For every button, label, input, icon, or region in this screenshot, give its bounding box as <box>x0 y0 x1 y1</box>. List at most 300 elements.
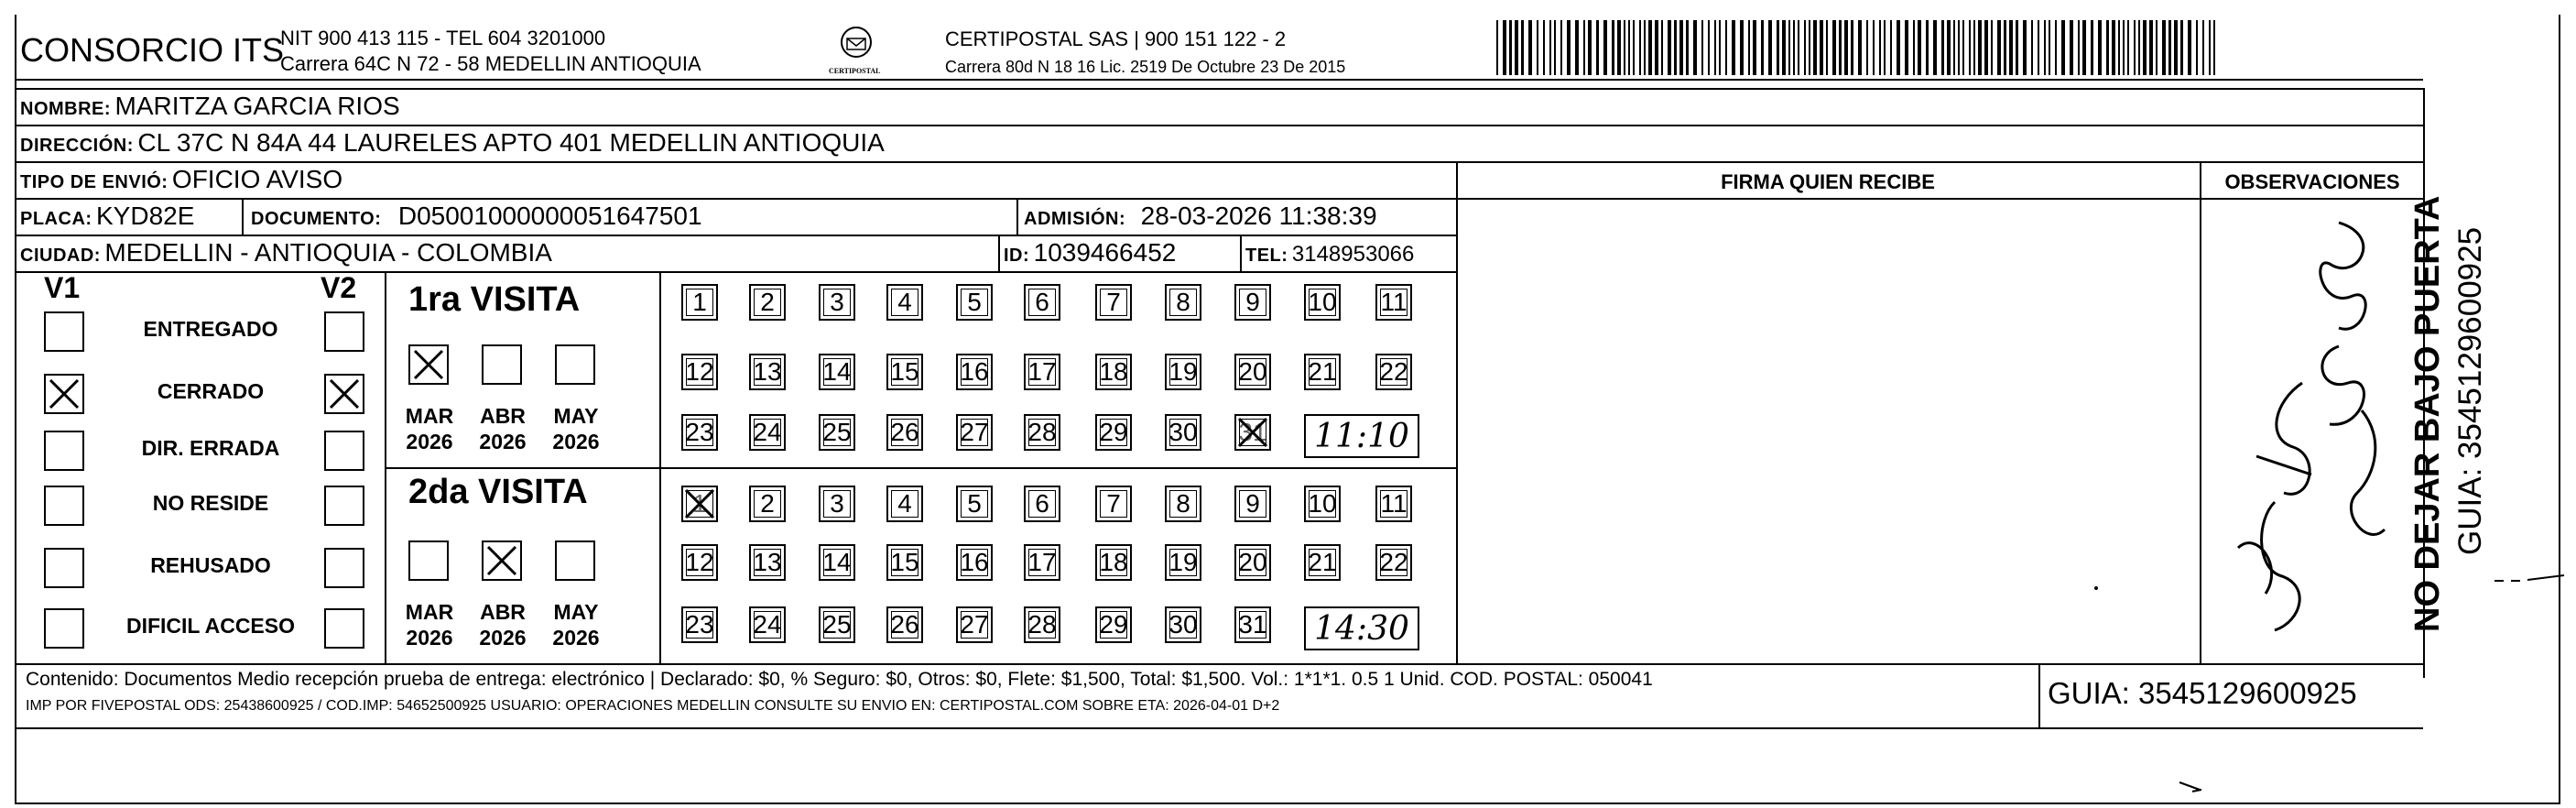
admision-row <box>1024 202 1377 231</box>
visit-time-box <box>1304 606 1419 650</box>
day-box[interactable] <box>886 544 923 581</box>
month-label: ABR 2026 <box>479 600 527 650</box>
barcode-bar <box>2078 20 2080 75</box>
day-number: 4 <box>897 489 912 518</box>
barcode-bar <box>1661 20 1663 75</box>
barcode-bar <box>1978 20 1982 75</box>
barcode-bar <box>1617 20 1621 75</box>
logo-caption: CERTIPOSTAL <box>829 67 881 75</box>
day-number: 7 <box>1106 288 1121 316</box>
barcode-bar <box>1851 20 1853 75</box>
barcode-bar <box>1798 20 1799 75</box>
day-box[interactable] <box>1095 414 1132 451</box>
barcode-bar <box>1668 20 1671 75</box>
month-checkbox[interactable] <box>482 344 522 385</box>
company-name: CONSORCIO ITS <box>20 31 285 69</box>
barcode-bar <box>2143 20 2147 75</box>
v1-checkbox[interactable] <box>44 486 84 526</box>
ciudad-label: CIUDAD: <box>20 246 101 266</box>
barcode-bar <box>1603 20 1607 75</box>
barcode-bar <box>2196 20 2198 75</box>
day-number: 7 <box>1106 489 1121 518</box>
x-check-mark-icon <box>328 377 361 410</box>
barcode-bar <box>1748 20 1750 75</box>
barcode-bar <box>1941 20 1944 75</box>
day-number: 13 <box>753 357 782 386</box>
barcode-bar <box>2098 20 2102 75</box>
v1-header: V1 <box>44 271 81 304</box>
tel-label: TEL: <box>1245 246 1288 266</box>
day-box[interactable] <box>1234 606 1271 643</box>
day-box[interactable] <box>1024 544 1060 581</box>
barcode-bar <box>1693 20 1697 75</box>
barcode-bar <box>2162 20 2166 75</box>
visit-time-box <box>1304 414 1419 458</box>
day-number: 25 <box>822 418 852 446</box>
x-check-mark-icon <box>485 544 518 577</box>
day-number: 28 <box>1027 610 1057 639</box>
month-label: ABR 2026 <box>479 404 527 453</box>
day-number: 31 <box>1238 610 1267 639</box>
barcode-bar <box>1633 20 1635 75</box>
day-number: 14 <box>822 548 852 576</box>
barcode-bar <box>1897 20 1900 75</box>
barcode-bar <box>2134 20 2136 75</box>
barcode-bar <box>2106 20 2109 75</box>
day-number: 6 <box>1035 288 1049 316</box>
day-number: 29 <box>1099 418 1128 446</box>
barcode-bar <box>1701 20 1703 75</box>
barcode-bar <box>2023 20 2027 75</box>
barcode-bar <box>1583 20 1585 75</box>
barcode-bar <box>1554 20 1556 75</box>
day-number: 12 <box>685 548 714 576</box>
barcode-bar <box>1725 20 1727 75</box>
day-box[interactable] <box>1095 284 1132 321</box>
barcode-bar <box>2180 20 2183 75</box>
day-box[interactable] <box>749 354 786 390</box>
day-number: 4 <box>897 288 912 316</box>
divider <box>15 271 1456 273</box>
day-box[interactable] <box>681 414 718 451</box>
tel-value: 3148953066 <box>1291 242 1415 267</box>
day-box[interactable] <box>819 606 855 643</box>
barcode-bar <box>2070 20 2073 75</box>
day-number: 11 <box>1380 489 1408 518</box>
day-box[interactable] <box>1165 606 1201 643</box>
barcode-bar <box>2149 20 2153 75</box>
barcode-bar <box>1826 20 1828 75</box>
recipient-signature <box>2201 200 2421 658</box>
barcode-bar <box>2202 20 2204 75</box>
day-number: 12 <box>685 357 714 386</box>
company-info <box>280 26 701 77</box>
barcode-bar <box>1567 20 1571 75</box>
id-row <box>1004 238 1176 268</box>
day-number: 31 <box>1238 418 1267 446</box>
day-box[interactable] <box>749 486 786 522</box>
day-number: 8 <box>1176 288 1190 316</box>
status-option-label: DIR. ERRADA <box>141 436 280 460</box>
day-number: 20 <box>1238 357 1267 386</box>
carrier-info <box>945 26 1345 81</box>
barcode-bar <box>2138 20 2140 75</box>
day-number: 24 <box>753 418 782 446</box>
day-number: 16 <box>960 548 989 576</box>
v2-checkbox[interactable] <box>324 486 364 526</box>
day-box[interactable] <box>1095 606 1132 643</box>
barcode-bar <box>1913 20 1915 75</box>
documento-row <box>251 202 702 231</box>
day-box[interactable] <box>1234 544 1271 581</box>
v2-checkbox[interactable] <box>324 548 364 588</box>
day-number: 2 <box>760 288 775 316</box>
day-number: 14 <box>822 357 852 386</box>
day-number: 6 <box>1035 489 1049 518</box>
barcode-bar <box>1884 20 1886 75</box>
day-box[interactable] <box>956 544 993 581</box>
imp-line: IMP POR FIVEPOSTAL ODS: 25438600925 / COD.IMP: 54652500925 USUARIO: OPERACIONES MEDELLIN CONSULTE SU ENVIO EN: CERTIPOSTAL.COM SOBRE ETA: 2026-04-01 D+2 <box>26 698 1280 714</box>
day-number: 18 <box>1099 357 1128 386</box>
barcode-bar <box>1997 20 2001 75</box>
visit-time: 14:30 <box>1314 609 1409 648</box>
day-number: 5 <box>967 288 982 316</box>
barcode-bar <box>1809 20 1810 75</box>
day-box[interactable] <box>1165 414 1201 451</box>
divider <box>1456 161 1458 663</box>
first-visit-title: 1ra VISITA <box>408 280 581 319</box>
day-number: 1 <box>692 288 707 316</box>
barcode-bar <box>1839 20 1842 75</box>
day-number: 2 <box>760 489 775 518</box>
x-check-mark-icon <box>683 487 716 520</box>
barcode-bar <box>1588 20 1592 75</box>
barcode-bar <box>1984 20 1988 75</box>
barcode-bar <box>1958 20 1960 75</box>
day-box[interactable] <box>1304 486 1341 522</box>
day-box[interactable] <box>1024 414 1060 451</box>
nombre-value: MARITZA GARCIA RIOS <box>114 92 400 120</box>
day-box[interactable] <box>956 354 993 390</box>
carrier-name: CERTIPOSTAL SAS | 900 151 122 - 2 <box>945 27 1287 50</box>
barcode-bar <box>1905 20 1908 75</box>
divider <box>242 198 244 235</box>
day-box[interactable] <box>1095 354 1132 390</box>
barcode-bar <box>2044 20 2046 75</box>
day-number: 9 <box>1245 288 1260 316</box>
day-box[interactable] <box>681 544 718 581</box>
barcode-bar <box>2031 20 2033 75</box>
direccion-label: DIRECCIÓN: <box>20 136 134 156</box>
barcode-bar <box>1947 20 1951 75</box>
barcode-bar <box>2009 20 2013 75</box>
day-box[interactable] <box>1024 284 1060 321</box>
month-label: MAR 2026 <box>405 600 454 650</box>
admision-label: ADMISIÓN: <box>1024 209 1126 229</box>
day-number: 3 <box>830 288 844 316</box>
day-number: 27 <box>960 610 989 639</box>
day-box[interactable] <box>681 284 718 321</box>
certipostal-logo <box>829 26 881 75</box>
day-box[interactable] <box>819 354 855 390</box>
day-box[interactable] <box>1304 284 1341 321</box>
visit-time: 11:10 <box>1314 417 1409 455</box>
barcode-bar <box>1953 20 1955 75</box>
day-number: 16 <box>960 357 989 386</box>
day-box[interactable] <box>819 414 855 451</box>
day-box[interactable] <box>1375 284 1412 321</box>
barcode-bar <box>2016 20 2018 75</box>
barcode-bar <box>1740 20 1744 75</box>
barcode-bar <box>1537 20 1538 75</box>
day-box[interactable] <box>886 606 923 643</box>
barcode-bar <box>2188 20 2191 75</box>
day-box[interactable] <box>956 486 993 522</box>
barcode-bar <box>1714 20 1716 75</box>
day-number: 24 <box>753 610 782 639</box>
v1-checkbox[interactable] <box>44 548 84 588</box>
barcode-bar <box>2156 20 2158 75</box>
barcode-bar <box>1732 20 1735 75</box>
status-option-label: REHUSADO <box>150 553 271 577</box>
barcode-bar <box>1509 20 1512 75</box>
day-box[interactable] <box>956 606 993 643</box>
barcode-bar <box>2174 20 2178 75</box>
barcode-bar <box>1575 20 1579 75</box>
day-number: 18 <box>1099 548 1128 576</box>
x-check-mark-icon <box>48 377 81 410</box>
day-number: 1 <box>692 489 707 518</box>
day-box[interactable] <box>1304 354 1341 390</box>
barcode-bar <box>1644 20 1646 75</box>
month-label: MAR 2026 <box>405 404 454 453</box>
barcode-bar <box>2118 20 2120 75</box>
barcode-bar <box>1655 20 1658 75</box>
v2-checkbox[interactable] <box>324 311 364 352</box>
status-option-label: NO RESIDE <box>152 491 269 515</box>
day-number: 20 <box>1238 548 1267 576</box>
direccion-value: CL 37C N 84A 44 LAURELES APTO 401 MEDELLIN ANTIOQUIA <box>137 128 885 157</box>
barcode-bar <box>1528 20 1532 75</box>
footer-guia: GUIA: 3545129600925 <box>2048 676 2357 710</box>
v1-checkbox[interactable] <box>44 311 84 352</box>
barcode-bar <box>1674 20 1677 75</box>
barcode-bar <box>2209 20 2211 75</box>
barcode-bar <box>1612 20 1614 75</box>
status-option-label: DIFICIL ACCESO <box>125 614 295 638</box>
barcode-bar <box>1933 20 1937 75</box>
barcode-bar <box>1628 20 1630 75</box>
id-label: ID: <box>1004 246 1030 266</box>
month-checkbox[interactable] <box>408 540 449 581</box>
divider <box>15 727 2423 729</box>
day-box[interactable] <box>1165 284 1201 321</box>
barcode-bar <box>1679 20 1683 75</box>
day-box[interactable] <box>1234 284 1271 321</box>
day-box[interactable] <box>819 284 855 321</box>
barcode-bar <box>1761 20 1764 75</box>
barcode-bar <box>1788 20 1790 75</box>
barcode-bar <box>1991 20 1993 75</box>
barcode-bar <box>1708 20 1710 75</box>
day-box[interactable] <box>681 354 718 390</box>
day-box[interactable] <box>1095 544 1132 581</box>
day-box[interactable] <box>749 606 786 643</box>
day-box[interactable] <box>956 284 993 321</box>
barcode-bar <box>1832 20 1836 75</box>
month-checkbox[interactable] <box>555 540 595 581</box>
day-number: 21 <box>1308 548 1337 576</box>
barcode-bar <box>2127 20 2129 75</box>
documento-label: DOCUMENTO: <box>251 209 382 229</box>
documento-value: D05001000000051647501 <box>397 202 702 230</box>
divider <box>15 161 2423 163</box>
barcode-bar <box>1879 20 1881 75</box>
barcode-bar <box>1549 20 1551 75</box>
divider <box>385 467 1456 469</box>
day-number: 22 <box>1379 357 1408 386</box>
day-box[interactable] <box>749 414 786 451</box>
id-value: 1039466452 <box>1033 238 1177 267</box>
placa-label: PLACA: <box>20 209 92 229</box>
ciudad-value: MEDELLIN - ANTIOQUIA - COLOMBIA <box>104 238 552 267</box>
tel-row <box>1245 242 1414 268</box>
observaciones-header: OBSERVACIONES <box>2224 170 2400 193</box>
barcode-bar <box>2123 20 2125 75</box>
day-number: 28 <box>1027 418 1057 446</box>
day-box[interactable] <box>749 544 786 581</box>
month-checkbox[interactable] <box>555 344 595 385</box>
barcode-bar <box>1753 20 1756 75</box>
day-box[interactable] <box>1165 544 1201 581</box>
day-box[interactable] <box>1024 606 1060 643</box>
day-box[interactable] <box>1024 486 1060 522</box>
day-number: 10 <box>1308 288 1337 316</box>
day-box[interactable] <box>681 606 718 643</box>
status-option-label: ENTREGADO <box>143 317 278 341</box>
day-number: 27 <box>960 418 989 446</box>
placa-value: KYD82E <box>96 202 195 230</box>
day-box[interactable] <box>1165 354 1201 390</box>
barcode-bar <box>1503 20 1506 75</box>
day-number: 15 <box>890 357 919 386</box>
barcode-bar <box>2055 20 2057 75</box>
day-number: 13 <box>753 548 782 576</box>
day-box[interactable] <box>886 354 923 390</box>
day-box[interactable] <box>886 284 923 321</box>
barcode-bar <box>1496 20 1498 75</box>
day-box[interactable] <box>819 486 855 522</box>
divider <box>2038 663 2040 727</box>
day-box[interactable] <box>1095 486 1132 522</box>
barcode-bar <box>1521 20 1524 75</box>
tipo-envio-label: TIPO DE ENVIÓ: <box>20 172 168 192</box>
day-box[interactable] <box>1375 486 1412 522</box>
barcode-bar <box>1515 20 1518 75</box>
day-number: 30 <box>1168 418 1198 446</box>
divider <box>15 125 2423 126</box>
barcode-bar <box>1793 20 1795 75</box>
tipo-envio-value: OFICIO AVISO <box>171 165 343 193</box>
day-number: 5 <box>967 489 982 518</box>
day-number: 25 <box>822 610 852 639</box>
day-box[interactable] <box>1165 486 1201 522</box>
barcode-bar <box>1804 20 1806 75</box>
v2-checkbox[interactable] <box>324 431 364 471</box>
barcode-bar <box>1719 20 1721 75</box>
day-number: 17 <box>1027 548 1057 576</box>
day-box[interactable] <box>956 414 993 451</box>
second-visit-title: 2da VISITA <box>408 473 588 511</box>
day-box[interactable] <box>1304 544 1341 581</box>
envelope-logo-icon <box>838 26 875 62</box>
admision-value: 28-03-2026 11:38:39 <box>1140 202 1377 230</box>
day-box[interactable] <box>1024 354 1060 390</box>
day-box[interactable] <box>1375 354 1412 390</box>
day-box[interactable] <box>1375 544 1412 581</box>
day-number: 22 <box>1379 548 1408 576</box>
barcode-bar <box>1596 20 1599 75</box>
day-number: 26 <box>890 418 919 446</box>
day-box[interactable] <box>886 486 923 522</box>
day-box[interactable] <box>1234 354 1271 390</box>
nombre-row <box>20 92 400 121</box>
barcode-bar <box>1624 20 1625 75</box>
tipo-envio-row <box>20 165 342 194</box>
v1-checkbox[interactable] <box>44 431 84 471</box>
day-box[interactable] <box>749 284 786 321</box>
day-number: 23 <box>685 418 714 446</box>
barcode-bar <box>1820 20 1823 75</box>
v1-checkbox[interactable] <box>44 608 84 649</box>
barcode-bar <box>2082 20 2086 75</box>
day-number: 11 <box>1380 288 1408 316</box>
day-number: 15 <box>890 548 919 576</box>
barcode-bar <box>2091 20 2093 75</box>
barcode-bar <box>1782 20 1786 75</box>
barcode-bar <box>1844 20 1848 75</box>
day-box[interactable] <box>1234 486 1271 522</box>
barcode-bar <box>2038 20 2039 75</box>
v2-checkbox[interactable] <box>324 608 364 649</box>
ciudad-row <box>20 238 552 268</box>
barcode-bar <box>1973 20 1975 75</box>
day-box[interactable] <box>886 414 923 451</box>
day-number: 17 <box>1027 357 1057 386</box>
day-number: 19 <box>1168 548 1198 576</box>
month-label: MAY 2026 <box>552 404 600 453</box>
barcode-bar <box>1918 20 1921 75</box>
barcode-bar <box>2168 20 2171 75</box>
barcode-bar <box>1639 20 1641 75</box>
barcode-bar <box>1648 20 1652 75</box>
contenido-line: Contenido: Documentos Medio recepción prueba de entrega: electrónico | Declarado: $0, % Seguro: $0, Otros: $0, Flete: $1,500, Total: $1,500. Vol.: 1*1*1. 0.5 1 Unid. COD. POSTAL: 050041 <box>26 669 1653 690</box>
barcode-bar <box>1873 20 1875 75</box>
status-option-label: CERRADO <box>157 379 265 403</box>
day-number: 9 <box>1245 489 1260 518</box>
divider <box>15 663 2423 665</box>
day-number: 21 <box>1308 357 1337 386</box>
barcode-bar <box>2049 20 2050 75</box>
day-number: 26 <box>890 610 919 639</box>
barcode-bar <box>2061 20 2065 75</box>
v2-header: V2 <box>321 271 357 304</box>
day-number: 8 <box>1176 489 1190 518</box>
firma-header: FIRMA QUIEN RECIBE <box>1721 170 1935 193</box>
barcode-bar <box>2213 20 2215 75</box>
day-box[interactable] <box>819 544 855 581</box>
company-address: Carrera 64C N 72 - 58 MEDELLIN ANTIOQUIA <box>280 52 701 75</box>
